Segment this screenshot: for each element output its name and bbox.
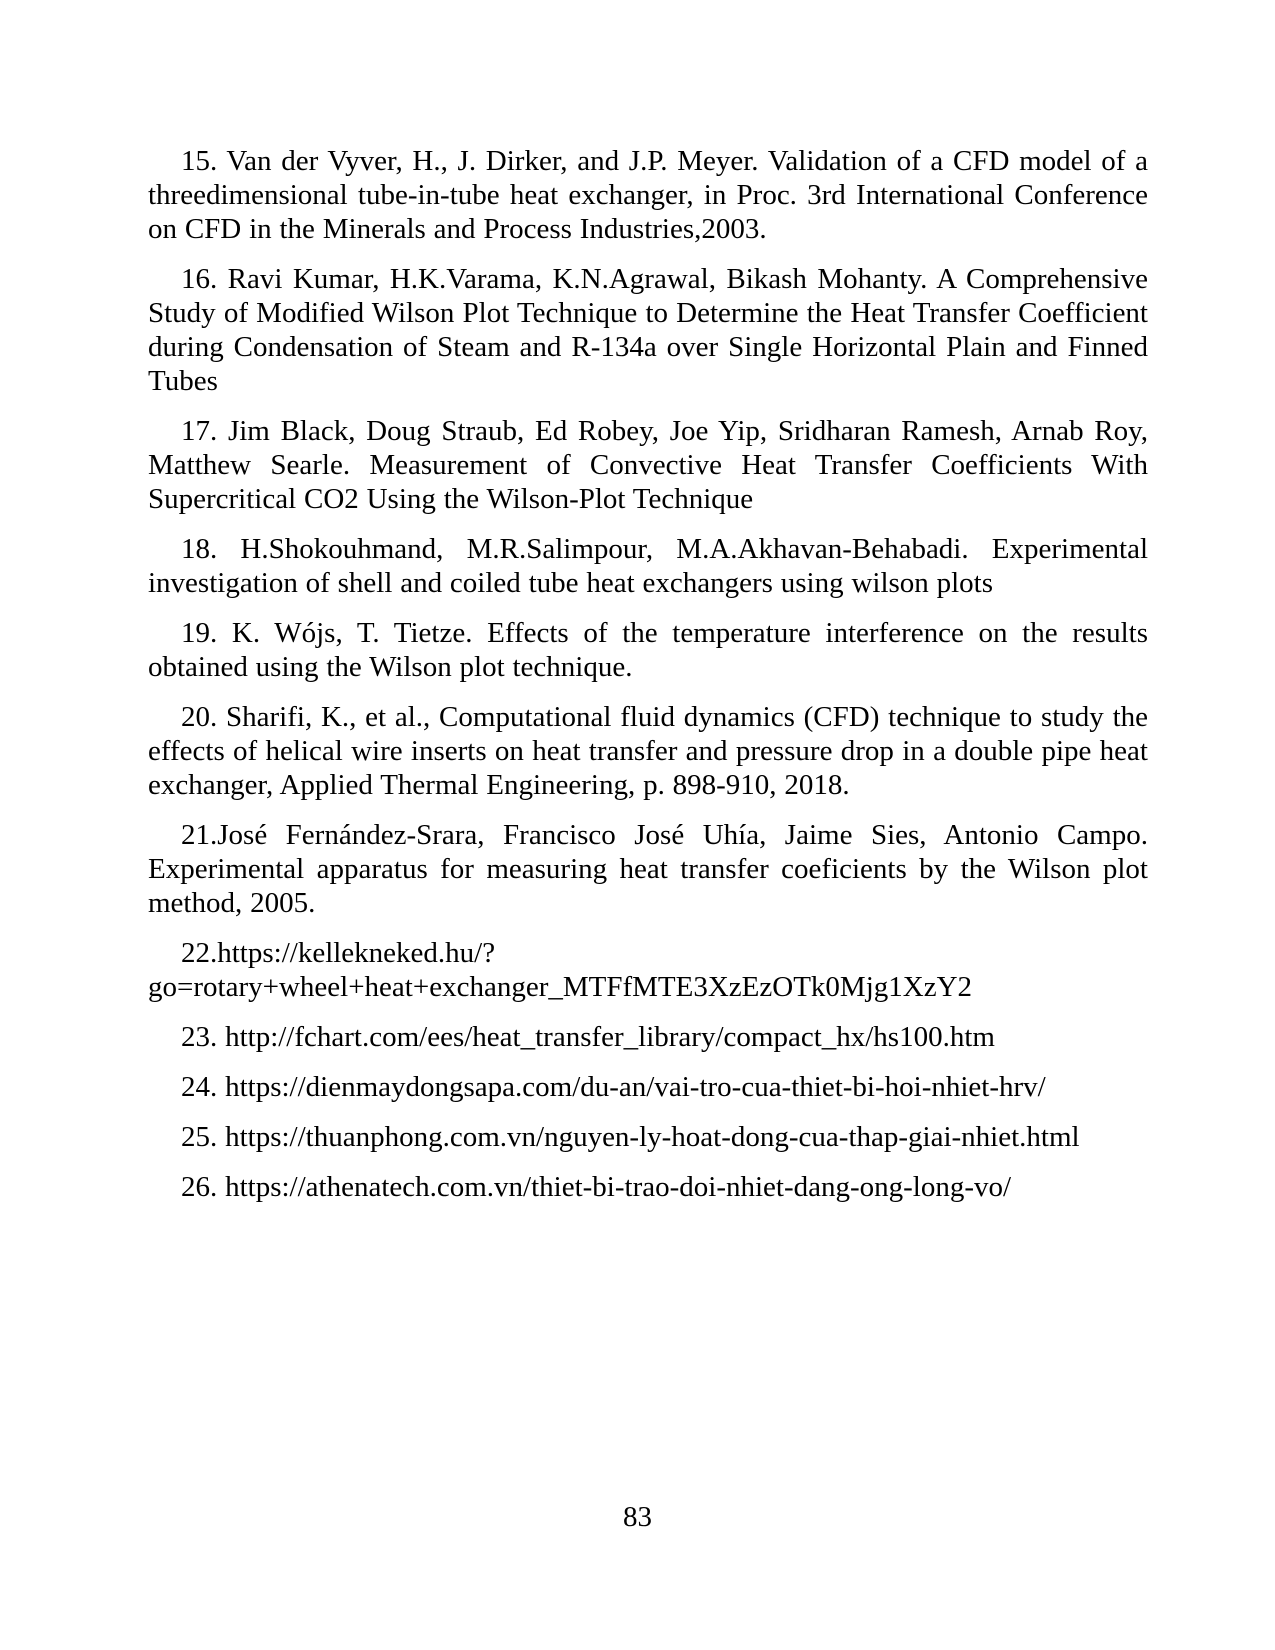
reference-item: 25. https://thuanphong.com.vn/nguyen-ly-hoat-dong-cua-thap-giai-nhiet.html [181,1121,1080,1153]
reference-item: 16. Ravi Kumar, H.K.Varama, K.N.Agrawal, Bikash Mohanty. A Comprehensive Study of Modified Wilson Plot Technique to Determine the Heat Transfer Coefficient during Condensation of Steam and R-134a over Single Horizontal Plain and Finned Tubes [148,263,1148,397]
page-number: 83 [623,1501,652,1533]
reference-item: 22.https://kellekneked.hu/?go=rotary+wheel+heat+exchanger_MTFfMTE3XzEzOTk0Mjg1XzY2 [148,937,973,1003]
reference-item: 18. H.Shokouhmand, M.R.Salimpour, M.A.Akhavan-Behabadi. Experimental investigation of shell and coiled tube heat exchangers using wilson plots [148,533,1148,599]
reference-item: 26. https://athenatech.com.vn/thiet-bi-trao-doi-nhiet-dang-ong-long-vo/ [181,1171,1012,1203]
reference-item: 21.José Fernández-Srara, Francisco José Uhía, Jaime Sies, Antonio Campo. Experimental apparatus for measuring heat transfer coeficients by the Wilson plot method, 2005. [148,819,1148,919]
reference-item: 19. K. Wójs, T. Tietze. Effects of the temperature interference on the results obtained using the Wilson plot technique. [148,617,1148,683]
reference-item: 24. https://dienmaydongsapa.com/du-an/vai-tro-cua-thiet-bi-hoi-nhiet-hrv/ [181,1071,1046,1103]
reference-item: 15. Van der Vyver, H., J. Dirker, and J.P. Meyer. Validation of a CFD model of a threedimensional tube-in-tube heat exchanger, in Proc. 3rd International Conference on CFD in the Minerals and Process Industries,2003. [148,145,1148,245]
reference-item: 23. http://fchart.com/ees/heat_transfer_library/compact_hx/hs100.htm [181,1021,995,1053]
reference-item: 17. Jim Black, Doug Straub, Ed Robey, Joe Yip, Sridharan Ramesh, Arnab Roy, Matthew Searle. Measurement of Convective Heat Transfer Coefficients With Supercritical CO2 Using the Wilson-Plot Technique [148,415,1148,515]
reference-item: 20. Sharifi, K., et al., Computational fluid dynamics (CFD) technique to study the effects of helical wire inserts on heat transfer and pressure drop in a double pipe heat exchanger, Applied Thermal Engineering, p. 898-910, 2018. [148,701,1148,801]
references-list [148,144,1148,1220]
